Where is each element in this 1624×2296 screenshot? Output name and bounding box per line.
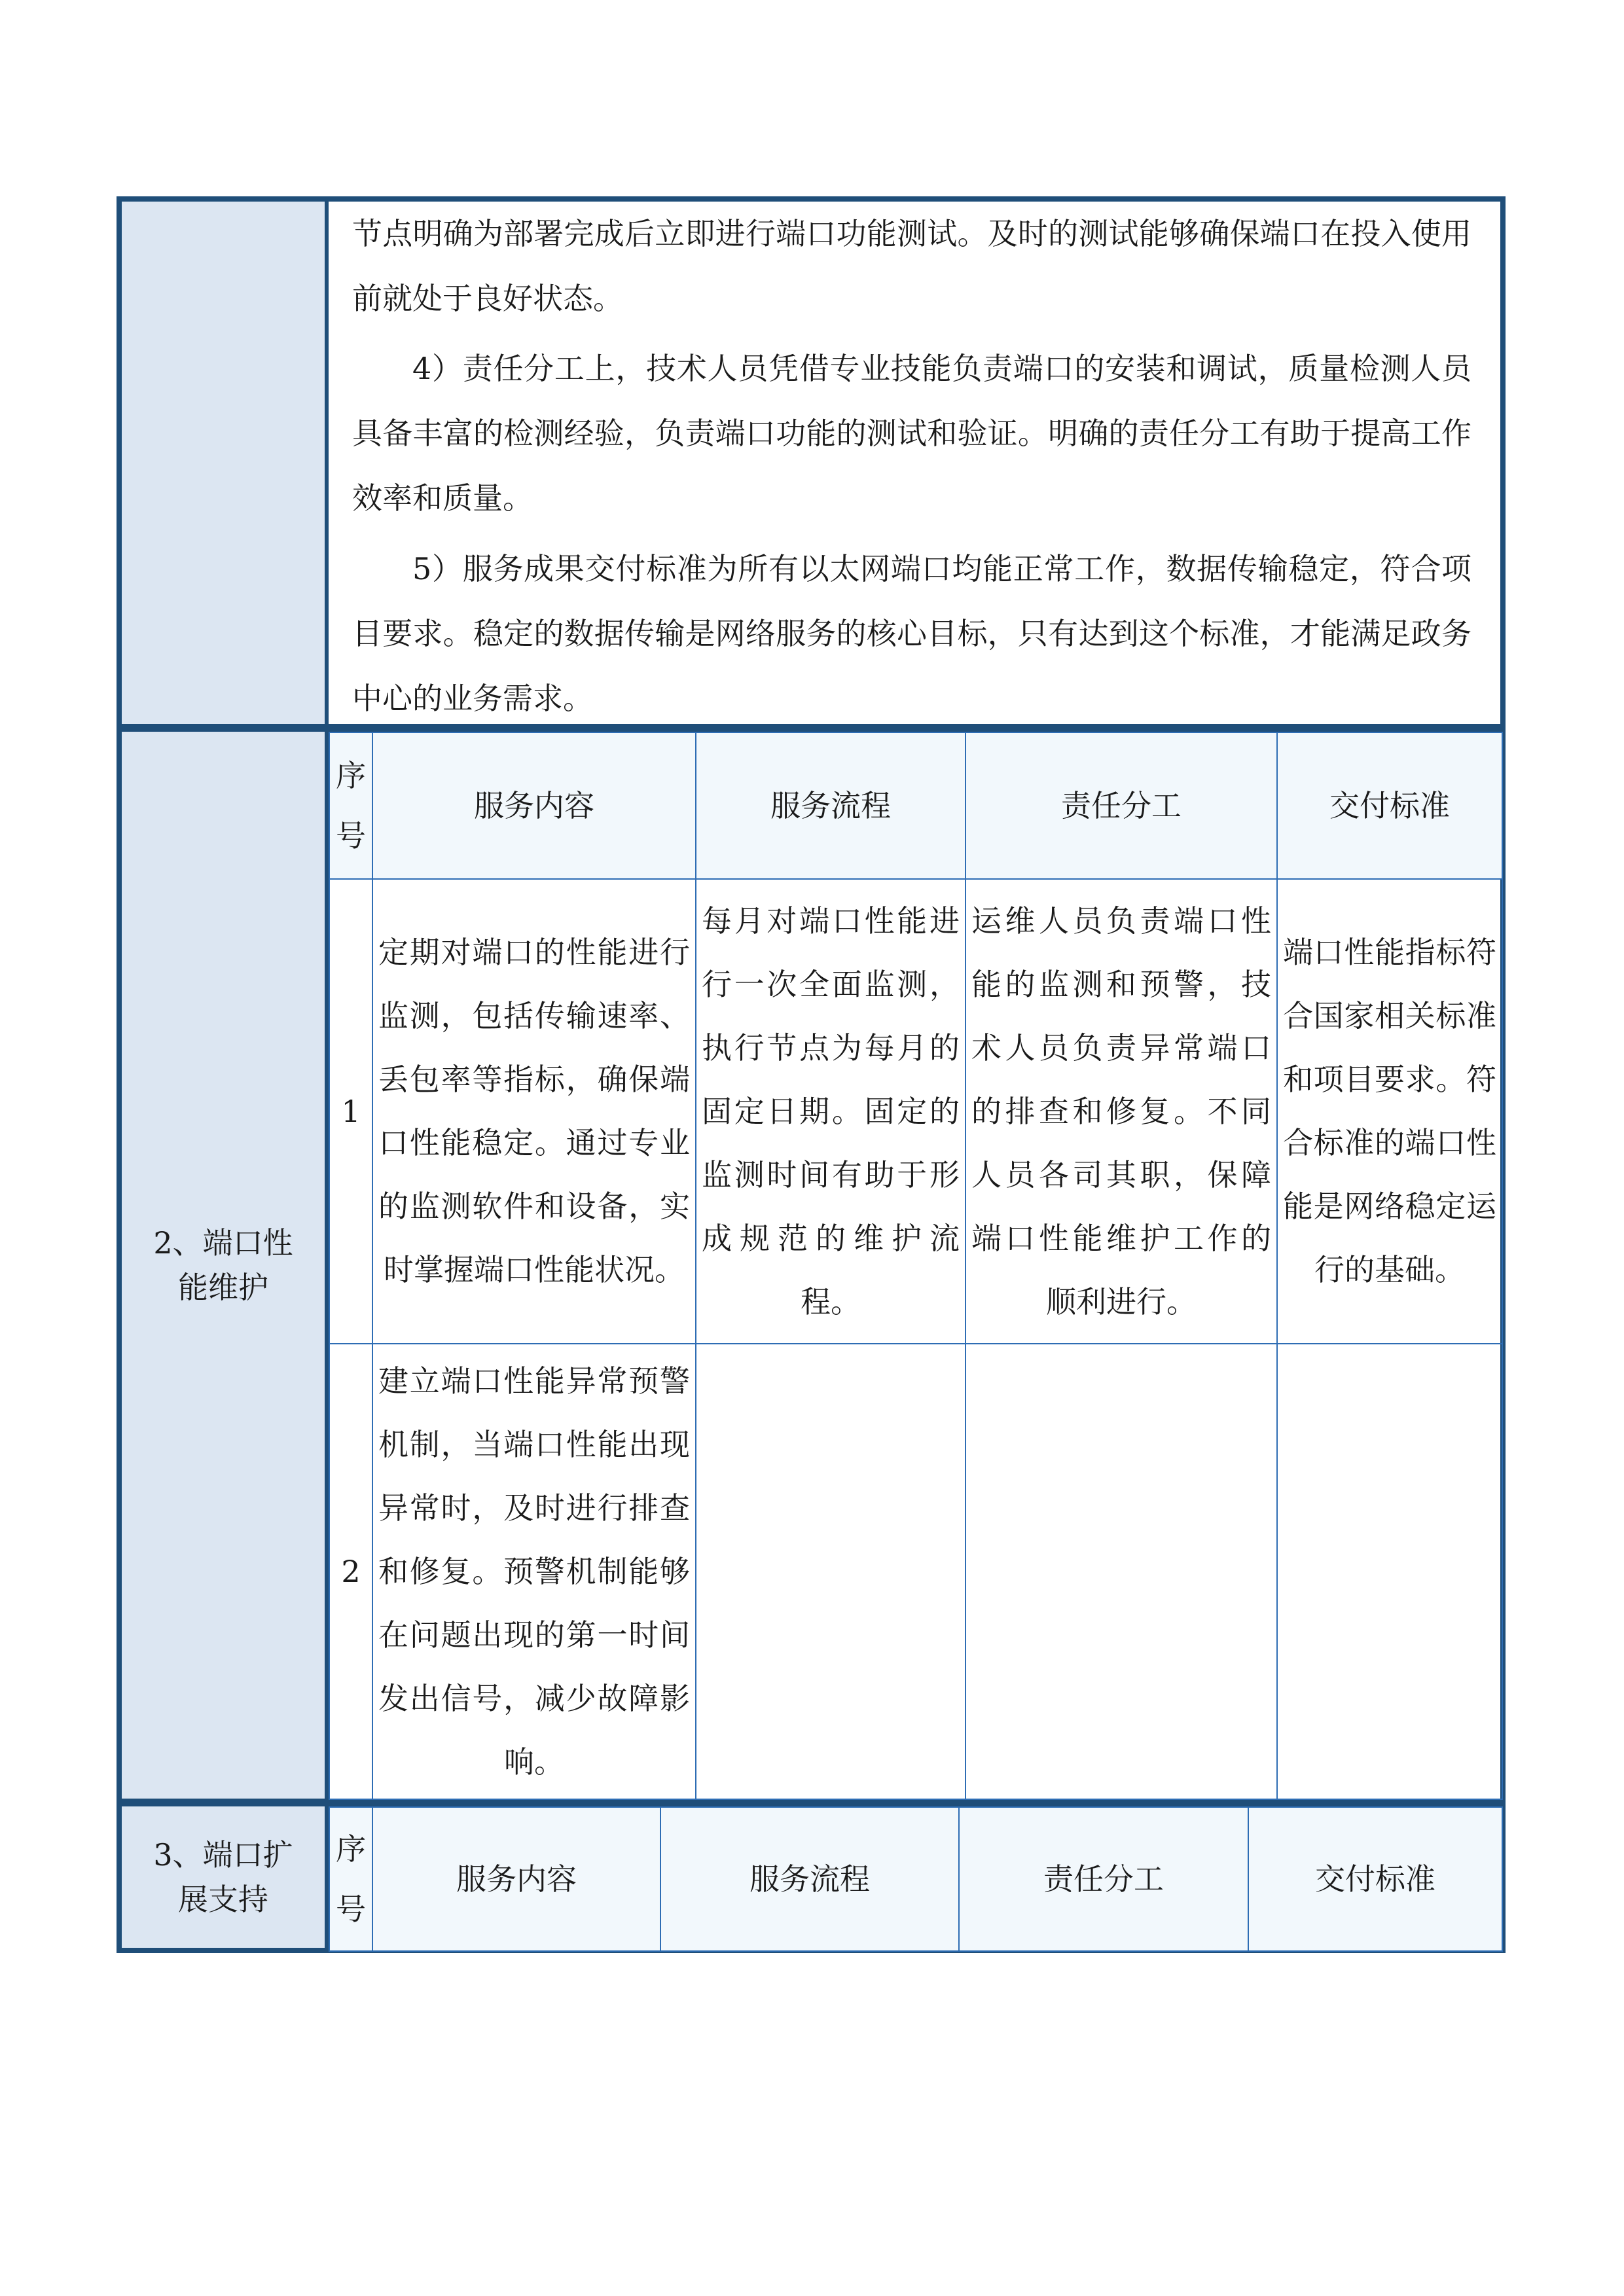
- table-header-row: [329, 1807, 1502, 1951]
- header-process: 服务流程: [696, 732, 965, 879]
- header-duty: 责任分工: [965, 732, 1277, 879]
- section-label-line2: 展支持: [178, 1882, 268, 1917]
- section-continuation: [117, 196, 1506, 729]
- row-standard: [1277, 879, 1502, 1344]
- paragraph-4: 4）责任分工上，技术人员凭借专业技能负责端口的安装和调试，质量检测人员具备丰富的检测经验，负责端口功能的测试和验证。明确的责任分工有助于提高工作效率和质量。: [352, 351, 1471, 516]
- paragraph-3-tail: 节点明确为部署完成后立即进行端口功能测试。及时的测试能够确保端口在投入使用前就处于良好状态。: [352, 216, 1471, 316]
- paragraph-5: 5）服务成果交付标准为所有以太网端口均能正常工作，数据传输稳定，符合项目要求。稳定的数据传输是网络服务的核心目标，只有达到这个标准，才能满足政务中心的业务需求。: [352, 551, 1471, 716]
- maintenance-table: [329, 732, 1503, 1800]
- row-duty: [965, 1344, 1277, 1799]
- maintenance-table-cell: [329, 732, 1500, 1799]
- row-standard-text: 端口性能指标符合国家相关标准和项目要求。符合标准的端口性能是网络稳定运行的基础。: [1283, 935, 1496, 1287]
- header-seq: 序号: [329, 1807, 372, 1951]
- table-row: [329, 1344, 1502, 1799]
- expansion-table-cell: [329, 1806, 1500, 1948]
- row-seq: 2: [329, 1344, 372, 1799]
- header-content: 服务内容: [372, 1807, 660, 1951]
- section-port-expansion: [117, 1801, 1506, 1953]
- header-standard: 交付标准: [1277, 732, 1502, 879]
- table-row: [329, 879, 1502, 1344]
- row-process-text: 每月对端口性能进行一次全面监测，执行节点为每月的固定日期。固定的监测时间有助于形成规范的维护流程。: [702, 903, 960, 1319]
- row-duty-text: 运维人员负责端口性能的监测和预警，技术人员负责异常端口的排查和修复。不同人员各司其职，保障端口性能维护工作的顺利进行。: [971, 903, 1271, 1319]
- row-standard: [1277, 1344, 1502, 1799]
- header-content: 服务内容: [372, 732, 696, 879]
- row-content: [372, 879, 696, 1344]
- row-content-text: 定期对端口的性能进行监测，包括传输速率、丢包率等指标，确保端口性能稳定。通过专业的监测软件和设备，实时掌握端口性能状况。: [378, 935, 690, 1287]
- header-duty: 责任分工: [959, 1807, 1248, 1951]
- table-header-row: [329, 732, 1502, 879]
- row-duty: [965, 879, 1277, 1344]
- row-content-text: 建立端口性能异常预警机制，当端口性能出现异常时，及时进行排查和修复。预警机制能够在问题出现的第一时间发出信号，减少故障影响。: [378, 1363, 690, 1780]
- section-text-cell: [329, 202, 1500, 724]
- header-standard: 交付标准: [1248, 1807, 1502, 1951]
- expansion-table: [329, 1806, 1503, 1952]
- row-seq: 1: [329, 879, 372, 1344]
- section-label-expansion: [122, 1806, 329, 1948]
- row-content: [372, 1344, 696, 1799]
- header-process: 服务流程: [660, 1807, 959, 1951]
- section-label-line2: 能维护: [178, 1270, 268, 1305]
- header-seq: 序号: [329, 732, 372, 879]
- row-process: [696, 879, 965, 1344]
- section-label-line1: 2、端口性: [153, 1225, 293, 1261]
- section-label-line1: 3、端口扩: [153, 1837, 293, 1873]
- section-label-cell: [122, 202, 329, 724]
- section-port-maintenance: [117, 726, 1506, 1804]
- section-label-maintenance: [122, 732, 329, 1799]
- row-process: [696, 1344, 965, 1799]
